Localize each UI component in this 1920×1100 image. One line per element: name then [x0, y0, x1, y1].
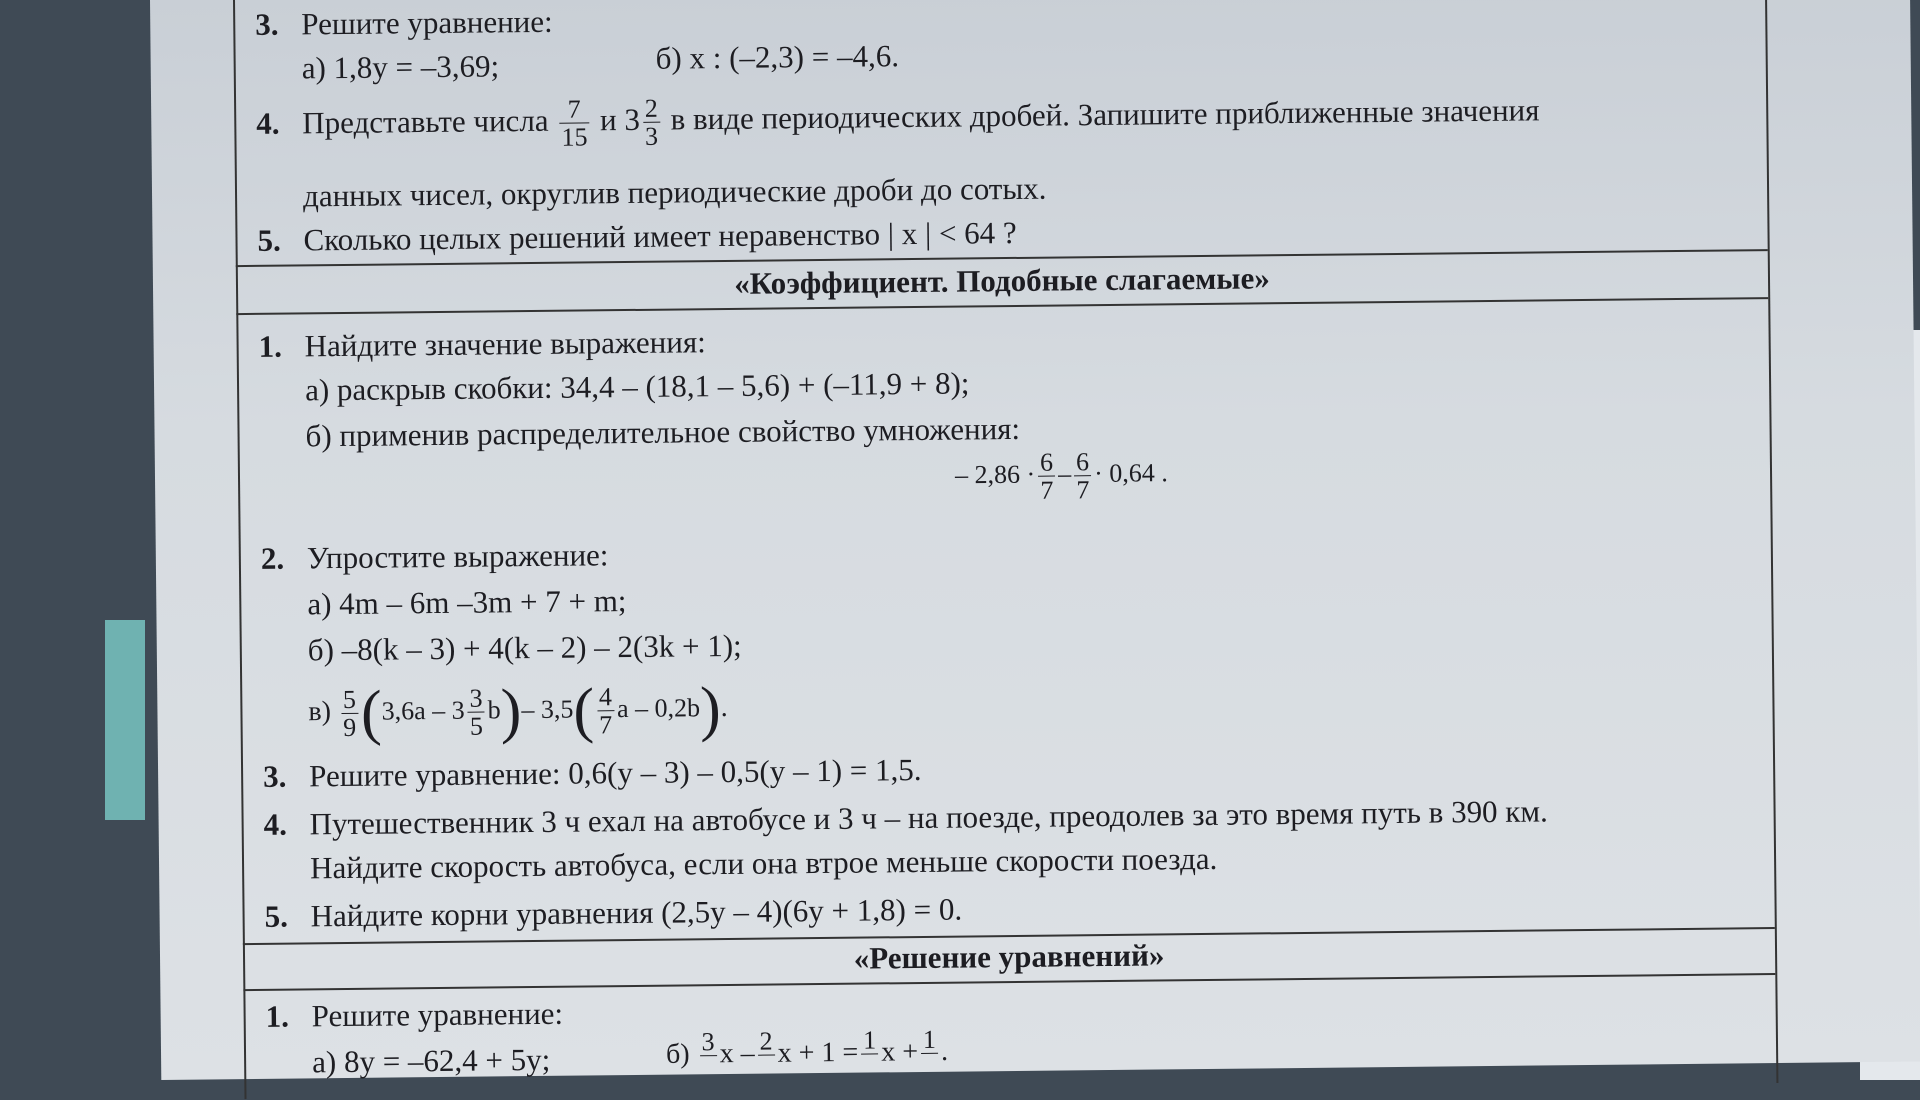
fraction: $\frac{5}{9}$	[342, 684, 357, 743]
problem-3-a: а) 1,8y = –3,69;	[301, 48, 500, 86]
problem-4-line1: 4. Путешественник 3 ч ехал на автобусе и 3 ч – на поезде, преодолев за это время путь в 390 км.	[263, 793, 1548, 842]
problem-1-equation-heading: 1. Решите уравнение:	[265, 995, 564, 1034]
problem-5-text: 5. Сколько целых решений имеет неравенство | x | < 64 ?	[257, 214, 1017, 258]
fraction: 3	[699, 1028, 717, 1084]
notebook-edge	[105, 620, 145, 820]
problem-4-line2b: Найдите скорость автобуса, если она втрое меньше скорости поезда.	[309, 840, 1218, 886]
problem-number: 3.	[255, 6, 279, 42]
problem-1-heading: 1. Найдите значение выражения:	[258, 324, 706, 364]
problem-3-b: б) x : (–2,3) = –4,6.	[655, 38, 900, 76]
worksheet-page	[150, 0, 1920, 1080]
fraction: $\frac{2}{3}$	[644, 93, 659, 152]
section-title: «Решение уравнений»	[853, 937, 1165, 976]
fraction: $\frac{6}{7}$	[1039, 447, 1054, 505]
problem-2-heading: 2. Упростите выражение:	[260, 537, 609, 576]
section-title: «Коэффициент. Подобные слагаемые»	[734, 260, 1270, 301]
problem-1-a: а) раскрыв скобки: 34,4 – (18,1 – 5,6) + (–11,9 + 8);	[304, 365, 970, 408]
problem-1-b: б) применив распределительное свойство умножения:	[305, 410, 1021, 454]
problem-2-v: в) $\frac{5}{9}$ (3,6a – 3 $\frac{3}{5}$ b)– 3,5( $\frac{4}{7}$ a – 0,2b).	[308, 675, 728, 747]
fraction: 1	[861, 1026, 879, 1082]
problem-2-a: а) 4m – 6m –3m + 7 + m;	[307, 583, 627, 622]
fraction: $\frac{3}{5}$	[469, 683, 484, 741]
problem-4-text: 4. Представьте числа $\frac{7}{15}$ и 3 $\frac{2}{3}$ в виде периодических дробей. Запишите приближенные значения	[256, 92, 1540, 152]
problem-5-roots: 5. Найдите корни уравнения (2,5y – 4)(6y + 1,8) = 0.	[264, 891, 963, 934]
problem-1-eq-a: а) 8y = –62,4 + 5y;	[311, 1041, 551, 1080]
fraction: $\frac{4}{7}$	[598, 681, 613, 740]
problem-3-heading: 3. Решите уравнение:	[255, 3, 553, 42]
fraction: $\frac{6}{7}$	[1075, 447, 1090, 505]
problem-3-equation: 3. Решите уравнение: 0,6(y – 3) – 0,5(y – 1) = 1,5.	[262, 751, 922, 794]
fraction: $\frac{7}{15}$	[559, 95, 590, 151]
fraction: 2	[757, 1028, 775, 1084]
problem-4-line2: данных чисел, округлив периодические дроби до сотых.	[302, 170, 1047, 214]
problem-1-eq-b: б) 3 x – 2 x + 1 = 1 x + 1 .	[666, 1026, 949, 1085]
problem-2-b: б) –8(k – 3) + 4(k – 2) – 2(3k + 1);	[307, 627, 742, 668]
problem-1-expression: – 2,86 · $\frac{6}{7}$ – $\frac{6}{7}$ · 0,64 .	[954, 447, 1169, 505]
fraction: 1	[921, 1026, 939, 1082]
